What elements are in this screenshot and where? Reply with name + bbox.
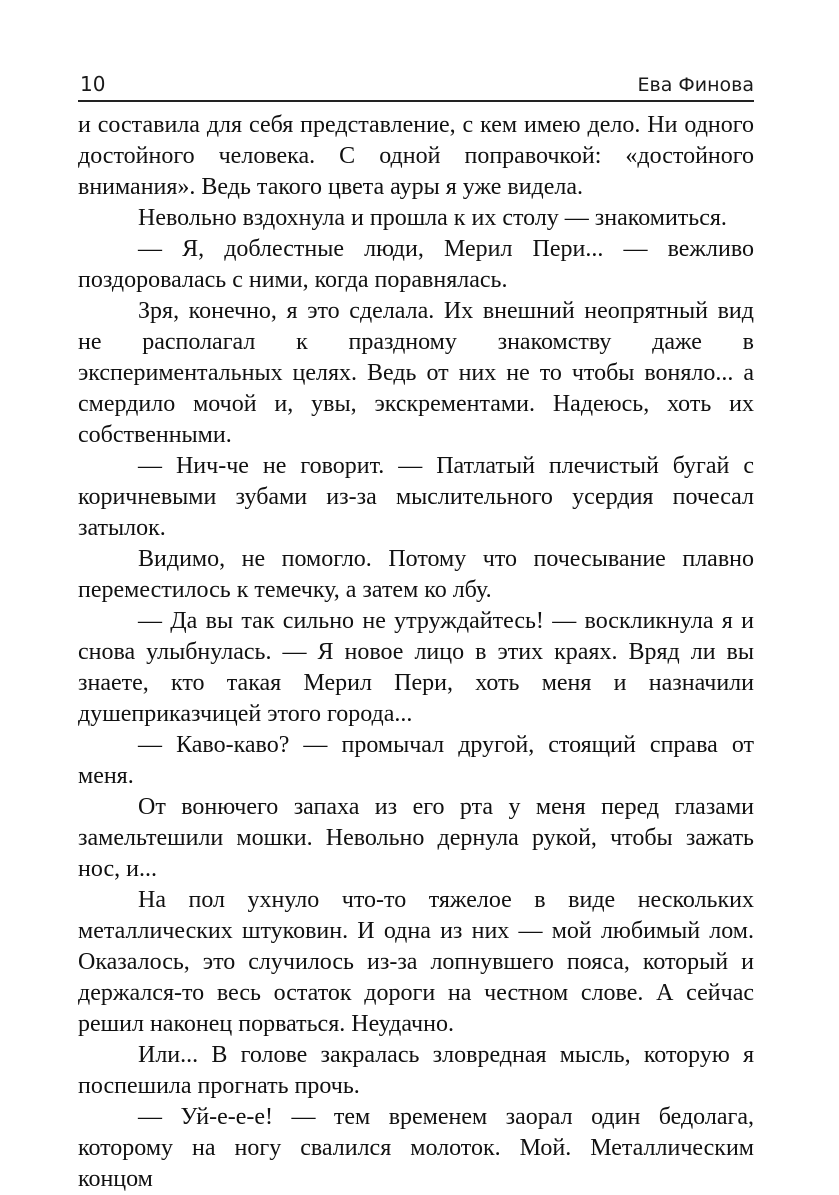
paragraph: — Уй-е-е-е! — тем временем заорал один бедолага, которому на ногу свалился молоток. Мой. Металлическим концом (78, 1104, 754, 1192)
book-page (78, 62, 754, 1195)
paragraph: — Каво-каво? — промычал другой, стоящий справа от меня. (78, 732, 754, 789)
page-number: 10 (80, 72, 106, 96)
author-name: Ева Финова (637, 74, 754, 96)
paragraph: Невольно вздохнула и прошла к их столу — знакомиться. (138, 205, 727, 231)
paragraph: Или... В голове закралась зловредная мысль, которую я поспешила прогнать прочь. (78, 1042, 754, 1099)
paragraph: — Нич-че не говорит. — Патлатый плечистый бугай с коричневыми зубами из-за мыслительного усердия почесал затылок. (78, 453, 754, 541)
paragraph: Зря, конечно, я это сделала. Их внешний неопрятный вид не располагал к праздному знакомству даже в экспериментальных целях. Ведь от них не то чтобы воняло... а смердило мочой и, увы, экскрементами. Надеюсь, хоть их собственными. (78, 298, 754, 448)
running-header (78, 62, 754, 102)
paragraph: Видимо, не помогло. Потому что почесывание плавно переместилось к темечку, а затем ко лбу. (78, 546, 754, 603)
paragraph: — Я, доблестные люди, Мерил Пери... — вежливо поздоровалась с ними, когда поравнялась. (78, 236, 754, 293)
paragraph: — Да вы так сильно не утруждайтесь! — воскликнула я и снова улыбнулась. — Я новое лицо в этих краях. Вряд ли вы знаете, кто такая Мерил Пери, хоть меня и назначили душеприказчицей этого города... (78, 608, 754, 727)
paragraph: От вонючего запаха из его рта у меня перед глазами замельтешили мошки. Невольно дернула рукой, чтобы зажать нос, и... (78, 794, 754, 882)
paragraph: На пол ухнуло что-то тяжелое в виде нескольких металлических штуковин. И одна из них — мой любимый лом. Оказалось, это случилось из-за лопнувшего пояса, который и держался-то весь остаток дороги на честном слове. А сейчас решил наконец порваться. Неудачно. (78, 887, 754, 1037)
paragraph: и составила для себя представление, с кем имею дело. Ни одного достойного человека. С одной поправочкой: «достойного внимания». Ведь такого цвета ауры я уже видела. (78, 112, 754, 200)
body-text (78, 110, 754, 1195)
